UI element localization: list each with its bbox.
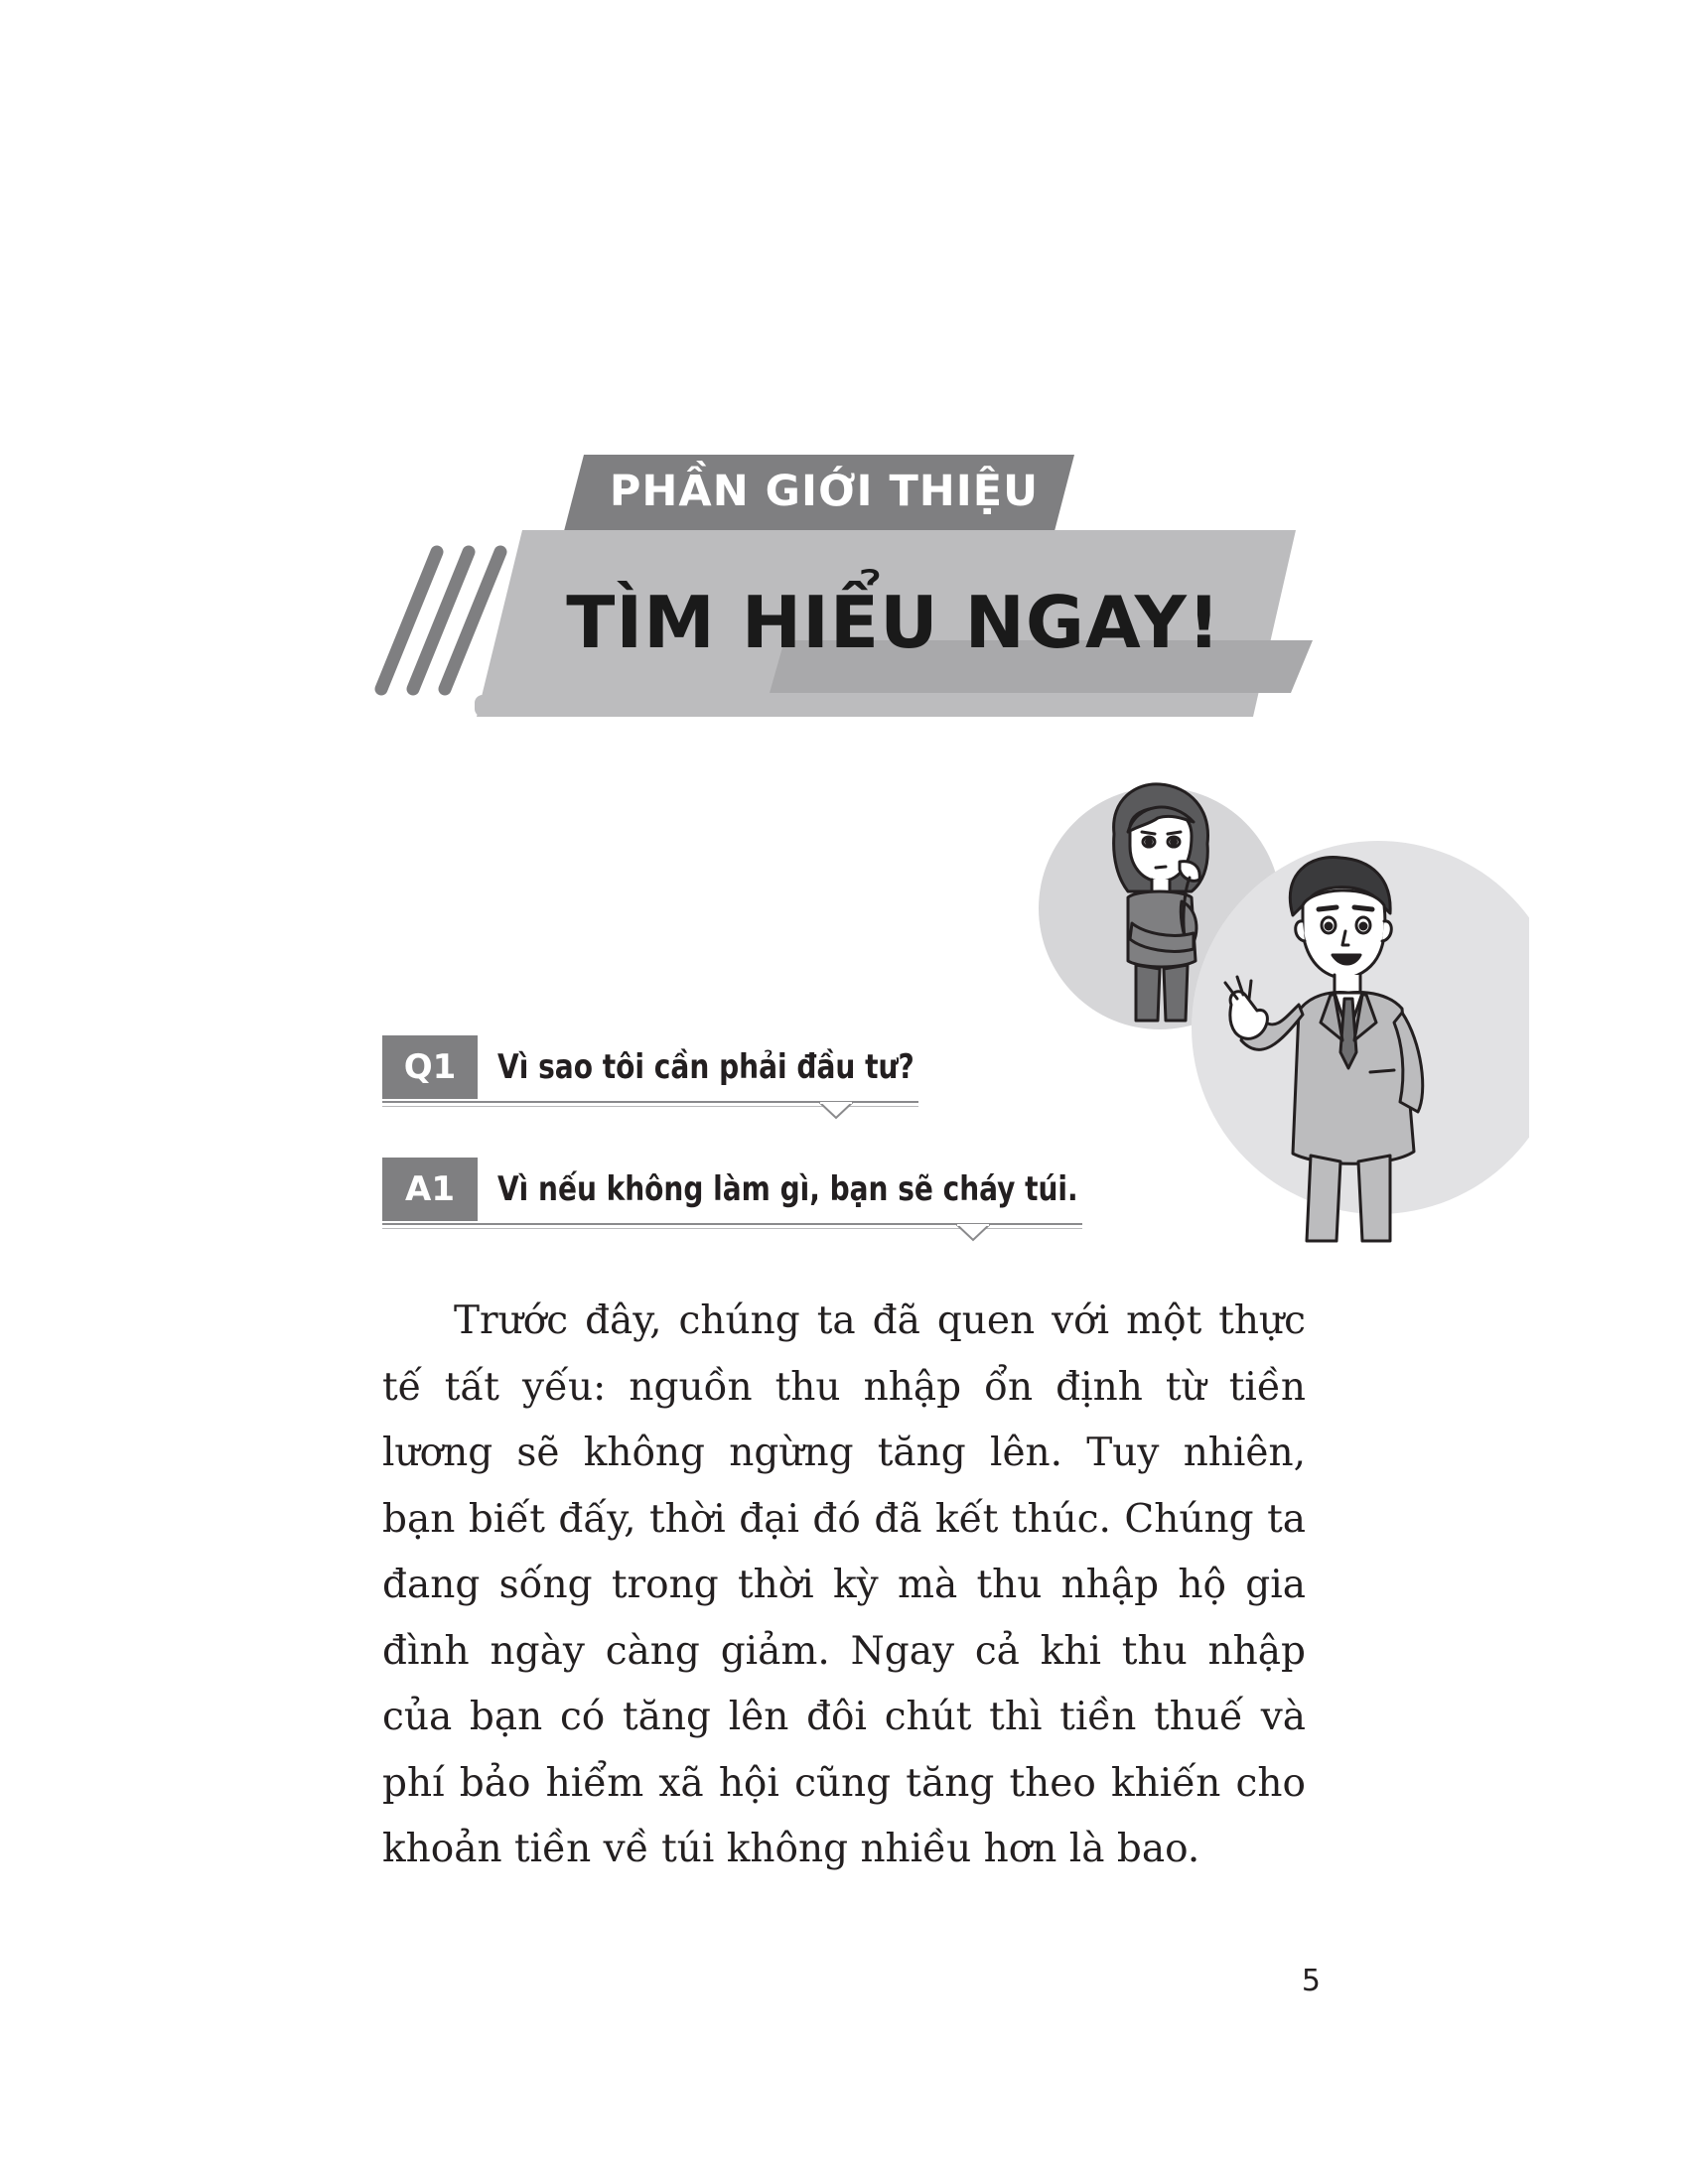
question-badge: Q1 <box>382 1035 478 1099</box>
body-paragraph: Trước đây, chúng ta đã quen với một thực tế tất yếu: nguồn thu nhập ổn định từ tiền lương sẽ không ngừng tăng lên. Tuy nhiên, bạn biết đấy, thời đại đó đã kết thúc. Chúng ta đang sống trong thời kỳ mà thu nhập hộ gia đình ngày càng giảm. Ngay cả khi thu nhập của bạn có tăng lên đôi chút thì tiền thuế và phí bảo hiểm xã hội cũng tăng theo khiến cho khoản tiền về túi không nhiều hơn là bao. <box>382 1298 1306 1871</box>
answer-pointer <box>956 1224 990 1242</box>
answer-badge: A1 <box>382 1158 478 1221</box>
page-number: 5 <box>1301 1964 1321 1998</box>
speed-lines <box>381 552 500 689</box>
section-label: PHẦN GIỚI THIỆU <box>609 467 1040 516</box>
page-title: TÌM HIỂU NGAY! <box>566 581 1221 664</box>
answer-text: Vì nếu không làm gì, bạn sẽ cháy túi. <box>497 1169 1078 1209</box>
question-pointer <box>819 1102 853 1120</box>
question-text: Vì sao tôi cần phải đầu tư? <box>497 1047 914 1087</box>
characters-illustration <box>1033 774 1529 1251</box>
title-banner <box>0 0 1688 794</box>
